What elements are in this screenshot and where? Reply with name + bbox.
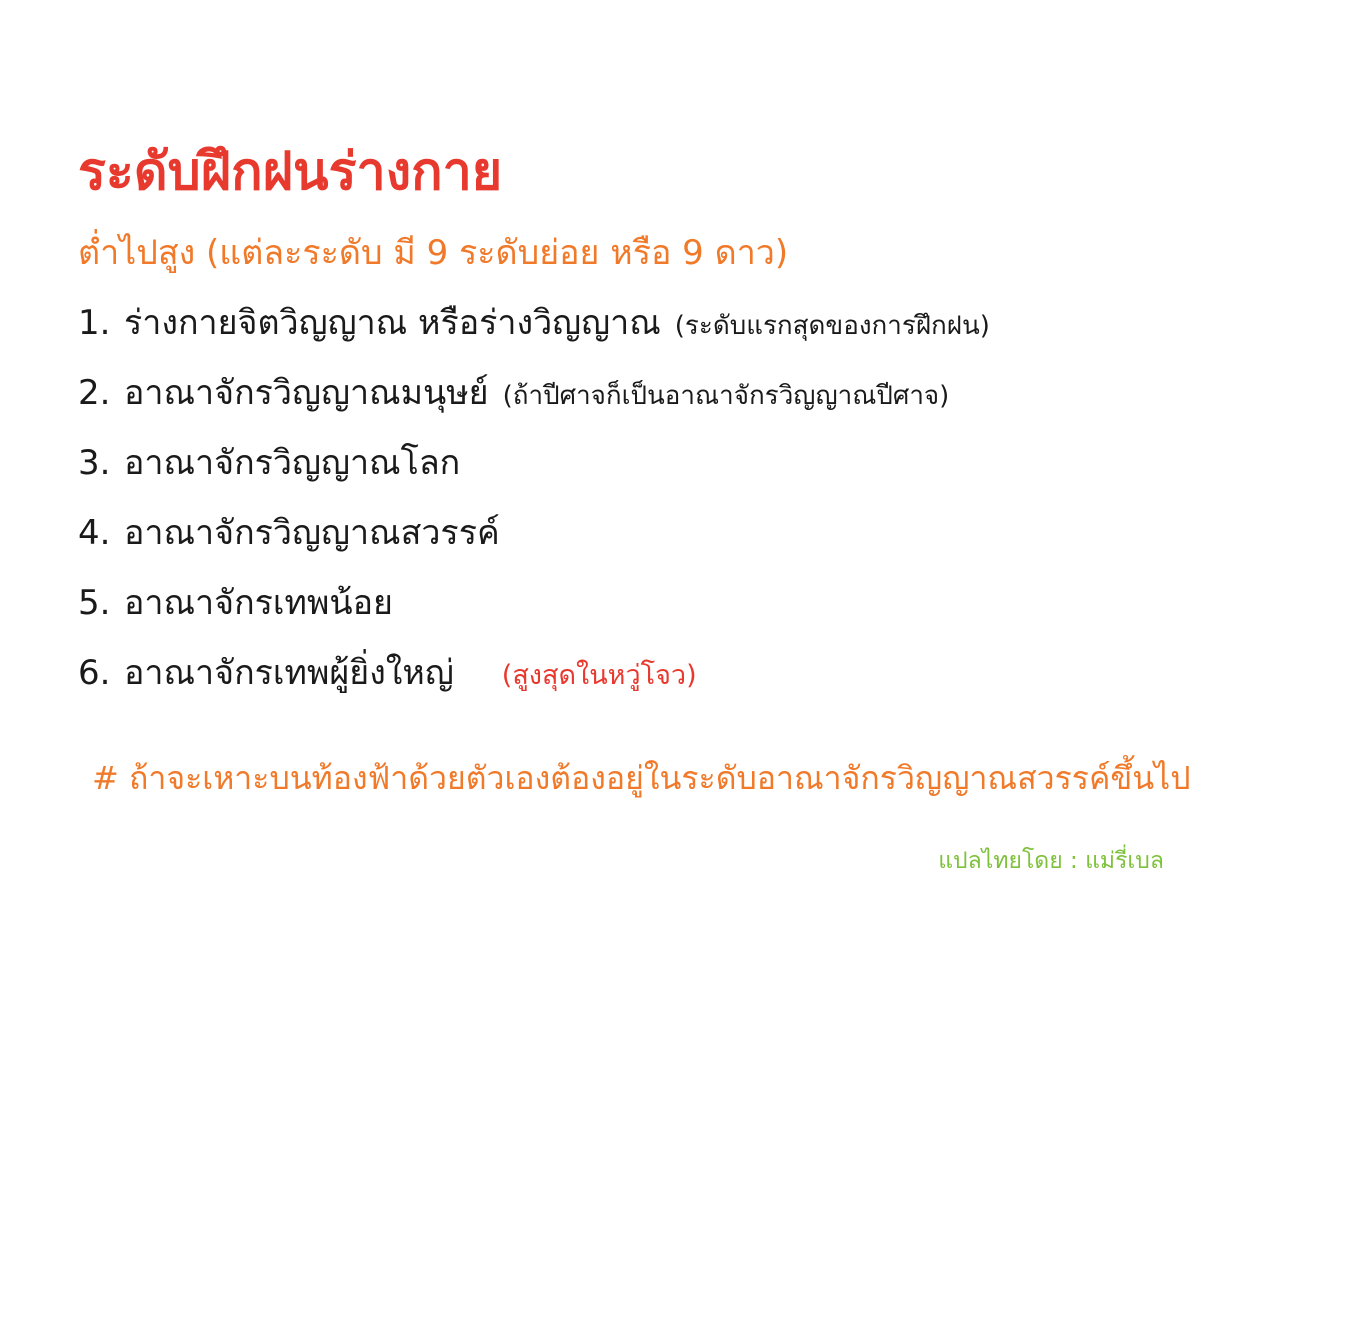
list-item-note: (ระดับแรกสุดของการฝึกฝน) (674, 311, 990, 342)
list-item (78, 581, 1294, 627)
list-item (78, 371, 1294, 417)
cultivation-level-list (78, 301, 1294, 696)
list-item-number: 4. (78, 512, 111, 553)
page-subtitle: ต่ำไปสูง (แต่ละระดับ มี 9 ระดับย่อย หรือ 9 ดาว) (78, 233, 789, 273)
list-item-note-highlight: (สูงสุดในหวู่โจว) (501, 659, 697, 691)
list-item (78, 511, 1294, 557)
list-item-label: อาณาจักรเทพน้อย (124, 582, 393, 623)
list-item-note: (ถ้าปีศาจก็เป็นอาณาจักรวิญญาณปีศาจ) (502, 381, 950, 412)
list-item-number: 3. (78, 442, 111, 483)
list-item-label: อาณาจักรวิญญาณโลก (124, 442, 461, 483)
list-item (78, 301, 1294, 347)
footnote: # ถ้าจะเหาะบนท้องฟ้าด้วยตัวเองต้องอยู่ในระดับอาณาจักรวิญญาณสวรรค์ขึ้นไป (92, 758, 1191, 797)
list-item-label: ร่างกายจิตวิญญาณ หรือร่างวิญญาณ (124, 303, 661, 344)
list-item (78, 441, 1294, 487)
list-item-number: 2. (78, 373, 111, 414)
list-item-label: อาณาจักรวิญญาณมนุษย์ (124, 373, 489, 414)
list-item (78, 651, 1294, 697)
translator-credit: แปลไทยโดย : แม่รี่เบล (938, 847, 1164, 874)
list-item-label: อาณาจักรเทพผู้ยิ่งใหญ่ (124, 652, 454, 693)
page-title: ระดับฝึกฝนร่างกาย (78, 142, 503, 202)
list-item-number: 1. (78, 303, 111, 344)
list-item-label: อาณาจักรวิญญาณสวรรค์ (124, 512, 500, 553)
list-item-number: 5. (78, 582, 111, 623)
list-item-number: 6. (78, 652, 111, 693)
